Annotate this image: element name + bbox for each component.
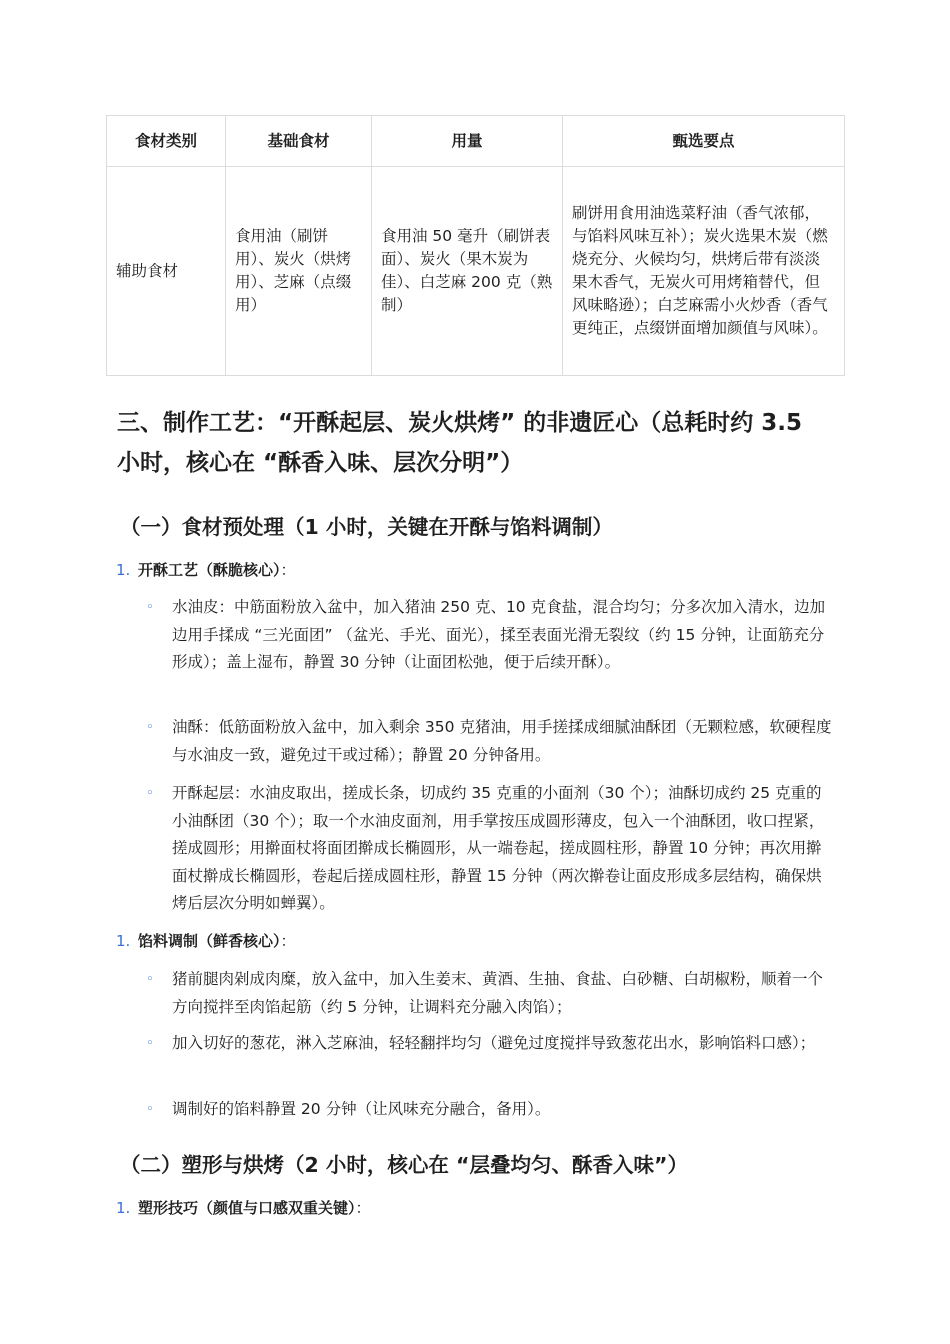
bullet-item — [146, 714, 836, 769]
list-item-suffix: ： — [280, 561, 296, 579]
subsection-heading: （二）塑形与烘烤（2 小时，核心在 “层叠均匀、酥香入味”） — [120, 1153, 688, 1177]
bullet-text: 油酥：低筋面粉放入盆中，加入剩余 350 克猪油，用手搓揉成细腻油酥团（无颗粒感，软硬程度与水油皮一致，避免过干或过稀）；静置 20 分钟备用。 — [172, 718, 832, 764]
bullet-item — [146, 780, 836, 918]
table-header-cell: 用量 — [372, 116, 563, 167]
bullet-text: 猪前腿肉剁成肉糜，放入盆中，加入生姜末、黄酒、生抽、食盐、白砂糖、白胡椒粉，顺着一个方向搅拌至肉馅起筋（约 5 分钟，让调料充分融入肉馅）； — [172, 970, 824, 1016]
bullet-item — [146, 966, 836, 1021]
list-item-label: 开酥工艺（酥脆核心） — [138, 561, 281, 579]
bullet-item — [146, 1096, 836, 1124]
table-row — [107, 167, 845, 376]
table-header-cell: 食材类别 — [107, 116, 226, 167]
list-item-label: 塑形技巧（颜值与口感双重关键） — [138, 1199, 356, 1217]
bullet-item — [146, 1030, 836, 1058]
bullet-text: 开酥起层：水油皮取出，搓成长条，切成约 35 克重的小面剂（30 个）；油酥切成约 25 克重的小油酥团（30 个）；取一个水油皮面剂，用手掌按压成圆形薄皮，包入一个油酥团，收口捏紧，搓成圆形；用擀面杖将面团擀成长椭圆形，从一端卷起，搓成圆柱形，静置 10 分钟；再次用擀面杖擀成长椭圆形，卷起后搓成圆柱形，静置 15 分钟（两次擀卷让面皮形成多层结构，确保烘烤后层次分明如蝉翼）。 — [172, 784, 825, 912]
bullet-text: 调制好的馅料静置 20 分钟（让风味充分融合，备用）。 — [172, 1100, 551, 1118]
hollow-circle-bullet-icon: ◦ — [146, 786, 154, 801]
numbered-list-item — [116, 929, 296, 953]
table-cell-tips: 刷饼用食用油选菜籽油（香气浓郁，与馅料风味互补）；炭火选果木炭（燃烧充分、火候均匀，烘烤后带有淡淡果木香气，无炭火可用烤箱替代，但风味略逊）；白芝麻需小火炒香（香气更纯正，点缀饼面增加颜值与风味）。 — [563, 167, 845, 376]
bullet-text: 加入切好的葱花，淋入芝麻油，轻轻翻拌均匀（避免过度搅拌导致葱花出水，影响馅料口感）； — [172, 1034, 816, 1052]
list-number: 1. — [116, 1199, 131, 1217]
hollow-circle-bullet-icon: ◦ — [146, 600, 154, 615]
hollow-circle-bullet-icon: ◦ — [146, 1102, 154, 1117]
table-cell-category: 辅助食材 — [107, 167, 226, 376]
section-heading: 三、制作工艺：“开酥起层、炭火烘烤” 的非遗匠心（总耗时约 3.5 小时，核心在 “酥香入味、层次分明”） — [117, 410, 802, 476]
table-header-row — [107, 116, 845, 167]
list-item-label: 馅料调制（鲜香核心） — [138, 932, 281, 950]
bullet-item — [146, 594, 836, 677]
list-number: 1. — [116, 561, 131, 579]
table-header-cell: 甄选要点 — [563, 116, 845, 167]
list-item-suffix: ： — [280, 932, 296, 950]
bullet-text: 水油皮：中筋面粉放入盆中，加入猪油 250 克、10 克食盐，混合均匀；分多次加入清水，边加边用手揉成 “三光面团” （盆光、手光、面光），揉至表面光滑无裂纹（约 15 分钟，让面筋充分形成）；盖上湿布，静置 30 分钟（让面团松弛，便于后续开酥）。 — [172, 598, 826, 671]
list-number: 1. — [116, 932, 131, 950]
table-cell-ingredients: 食用油（刷饼用）、炭火（烘烤用）、芝麻（点缀用） — [226, 167, 372, 376]
ingredients-table — [106, 115, 845, 376]
list-item-suffix: ： — [355, 1199, 371, 1217]
hollow-circle-bullet-icon: ◦ — [146, 972, 154, 987]
numbered-list-item — [116, 558, 296, 582]
hollow-circle-bullet-icon: ◦ — [146, 1036, 154, 1051]
numbered-list-item — [116, 1196, 371, 1220]
table-cell-amount: 食用油 50 毫升（刷饼表面）、炭火（果木炭为佳）、白芝麻 200 克（熟制） — [372, 167, 563, 376]
table-header-cell: 基础食材 — [226, 116, 372, 167]
subsection-heading: （一）食材预处理（1 小时，关键在开酥与馅料调制） — [120, 515, 613, 539]
hollow-circle-bullet-icon: ◦ — [146, 720, 154, 735]
